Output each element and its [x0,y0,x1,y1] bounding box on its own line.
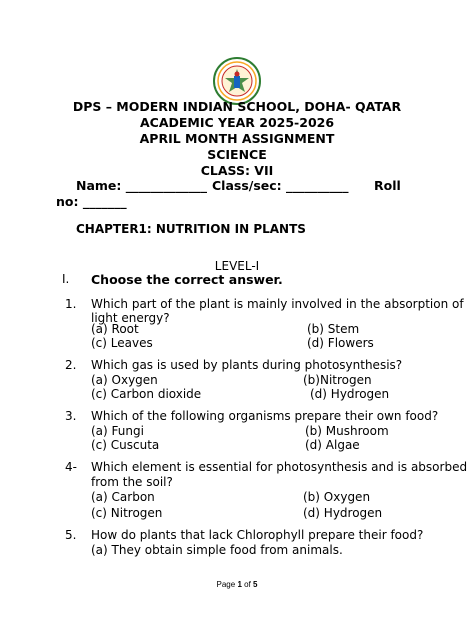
section-numeral: I. [62,272,70,286]
question-text-cont: from the soil? [91,475,173,489]
option-a: (a) Carbon [91,490,155,504]
option-c: (c) Cuscuta [91,438,160,452]
school-name: DPS – MODERN INDIAN SCHOOL, DOHA- QATAR [72,99,402,114]
question-number: 4- [65,460,77,474]
roll-no-field[interactable]: no: _______ [56,194,127,209]
question-number: 2. [65,358,77,372]
option-b: (b)Nitrogen [303,373,372,387]
name-field[interactable]: Name: _____________ [76,178,207,193]
option-c: (c) Carbon dioxide [91,387,202,401]
option-a: (a) Oxygen [91,373,158,387]
option-a: (a) Fungi [91,424,144,438]
question-text: Which part of the plant is mainly involved in the absorption of [91,297,464,311]
page-footer [0,580,474,589]
option-c: (c) Leaves [91,336,153,350]
of-word: of [244,580,251,589]
page-number: 1 [237,580,242,589]
option-b: (b) Oxygen [303,490,371,504]
question-text: Which of the following organisms prepare their own food? [91,409,439,423]
subject-title: SCIENCE [207,147,267,162]
academic-year: ACADEMIC YEAR 2025-2026 [139,115,335,130]
question-text: Which gas is used by plants during photosynthesis? [91,358,403,372]
question-number: 3. [65,409,77,423]
question-number: 1. [65,297,77,311]
option-d: (d) Hydrogen [310,387,390,401]
option-b: (b) Stem [307,322,360,336]
level-label: LEVEL-I [214,259,260,273]
option-b: (b) Mushroom [305,424,389,438]
question-text: Which element is essential for photosynthesis and is absorbed [91,460,468,474]
class-sec-field[interactable]: Class/sec: __________ [212,178,349,193]
assignment-title: APRIL MONTH ASSIGNMENT [139,131,335,146]
option-d: (d) Flowers [307,336,374,350]
option-a: (a) Root [91,322,139,336]
question-text: How do plants that lack Chlorophyll prepare their food? [91,528,424,542]
roll-label: Roll [374,178,401,193]
option-a: (a) They obtain simple food from animals. [91,543,343,557]
page-word: Page [216,580,236,589]
class-title: CLASS: VII [200,163,274,178]
option-c: (c) Nitrogen [91,506,163,520]
page-total: 5 [253,580,258,589]
question-number: 5. [65,528,77,542]
question-text-cont: light energy? [91,311,170,325]
option-d: (d) Algae [305,438,360,452]
chapter-title: CHAPTER1: NUTRITION IN PLANTS [76,222,306,236]
option-d: (d) Hydrogen [303,506,383,520]
section-instruction: Choose the correct answer. [91,272,283,287]
